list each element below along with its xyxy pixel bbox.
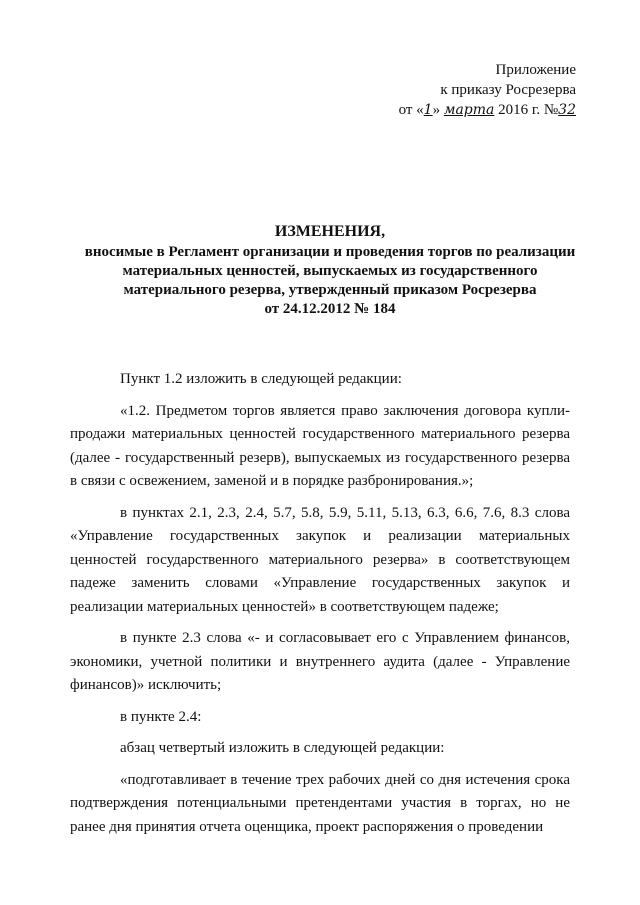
date-mid: » <box>432 102 444 118</box>
paragraph-2: «1.2. Предметом торгов является право заключения договора купли-продажи материальных ценностей государственного материального резерва (далее - государственный резерв), выпускаемых из государственного резерва в связи с освежением, заменой и в порядке разбронирования.»; <box>70 402 570 489</box>
title-line-2: материальных ценностей, выпускаемых из государственного <box>122 263 538 279</box>
document-body <box>70 368 570 847</box>
appendix-date-line <box>399 100 576 120</box>
document-title <box>70 222 590 319</box>
date-prefix: от « <box>398 102 424 118</box>
handwritten-number: 32 <box>558 102 576 118</box>
paragraph-5: в пункте 2.4: <box>120 708 202 725</box>
appendix-order-ref: к приказу Росрезерва <box>440 82 576 98</box>
paragraph-3: в пунктах 2.1, 2.3, 2.4, 5.7, 5.8, 5.9, 5.11, 5.13, 6.3, 6.6, 7.6, 8.3 слова «Управление государственных закупок и реализации материальных ценностей государственного материального резерва» в соответствующем падеже заменить словами «Управление государственных закупок и реализации материальных ценностей» в соответствующем падеже; <box>70 504 570 615</box>
appendix-header <box>399 60 576 120</box>
handwritten-month: марта <box>443 102 495 118</box>
handwritten-day: 1 <box>423 102 433 118</box>
paragraph-6: абзац четвертый изложить в следующей редакции: <box>120 740 445 756</box>
appendix-label: Приложение <box>495 62 576 78</box>
paragraph-4: в пункте 2.3 слова «- и согласовывает его с Управлением финансов, экономики, учетной политики и внутреннего аудита (далее - Управление финансов)» исключить; <box>70 630 570 693</box>
title-heading: ИЗМЕНЕНИЯ, <box>274 223 386 240</box>
title-line-3: материального резерва, утвержденный приказом Росрезерва <box>123 282 537 298</box>
paragraph-1: Пункт 1.2 изложить в следующей редакции: <box>120 371 402 387</box>
paragraph-7: «подготавливает в течение трех рабочих дней со дня истечения срока подтверждения потенциальными претендентами участия в торгах, но не ранее дня принятия отчета оценщика, проект распоряжения о проведении <box>70 771 570 835</box>
date-year: 2016 г. № <box>494 102 559 118</box>
title-line-1: вносимые в Регламент организации и проведения торгов по реализации <box>84 244 576 260</box>
title-line-4: от 24.12.2012 № 184 <box>264 301 396 317</box>
